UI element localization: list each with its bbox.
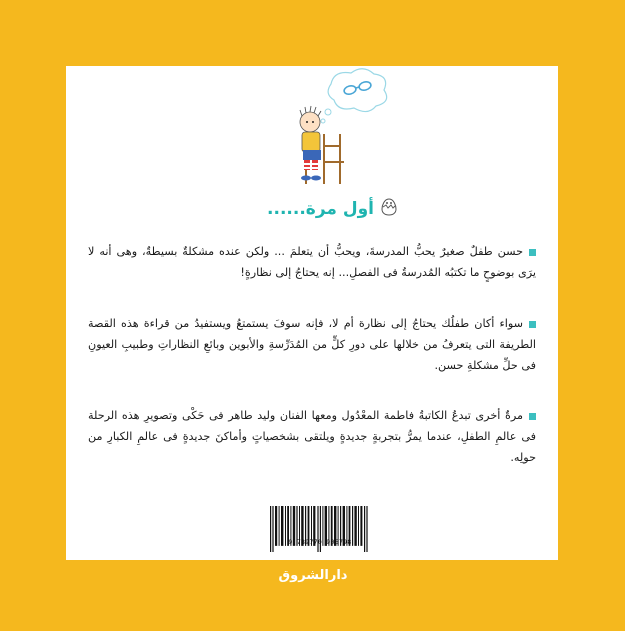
paragraph-3 <box>88 405 536 468</box>
publisher-name: دارالشروق <box>278 568 348 583</box>
barcode-number: 9 789770 906798 <box>288 538 352 546</box>
paragraph-text: مرةٌ أخرى تبدعُ الكاتبةُ فاطمة المعْدُول ومعها الفنان وليد طاهر فى حَكْى وتصويرِ هذه الرحلة فى عالمِ الطفلِ، عندما يمرُّ بتجربةٍ جديدةٍ ويلتقى بشخصياتٍ وأماكنَ جديدةٍ فى عالمِ الكبارِ من حولِه. <box>88 409 536 464</box>
publisher-logo <box>258 568 368 588</box>
back-cover-panel <box>66 66 558 560</box>
series-title-text: أول مرة...... <box>267 199 374 219</box>
paragraph-text: حسن طفلٌ صغيرٌ يحبُّ المدرسةَ، ويحبُّ أن يتعلمَ ... ولكن عنده مشكلةٌ بسيطةٌ، وهى أنه لا يرَى بوضوحٍ ما تكتبُه المُدرسةُ فى الفصلِ... إنه يحتاجُ إلى نظارةٍ! <box>88 245 536 279</box>
bullet-icon <box>529 321 536 328</box>
bullet-icon <box>529 413 536 420</box>
boy-on-chair-illustration <box>266 66 396 196</box>
chick-egg-icon <box>380 198 398 216</box>
bullet-icon <box>529 249 536 256</box>
paragraph-text: سواء أكان طفلُك يحتاجُ إلى نظارة أم لا، فإنه سوفَ يستمتعُ ويستفيدُ من قراءة هذه القصة الطريفة التى يتعرفُ من خلالها على دورِ كلٍّ من المُدَرِّسةِ والأبوين وبائعِ النظاراتِ وطبيبِ العيونِ فى حلِّ مشكلةِ حسن. <box>88 317 536 372</box>
paragraph-2 <box>88 313 536 376</box>
paragraph-1 <box>88 241 536 283</box>
series-title <box>216 194 396 224</box>
